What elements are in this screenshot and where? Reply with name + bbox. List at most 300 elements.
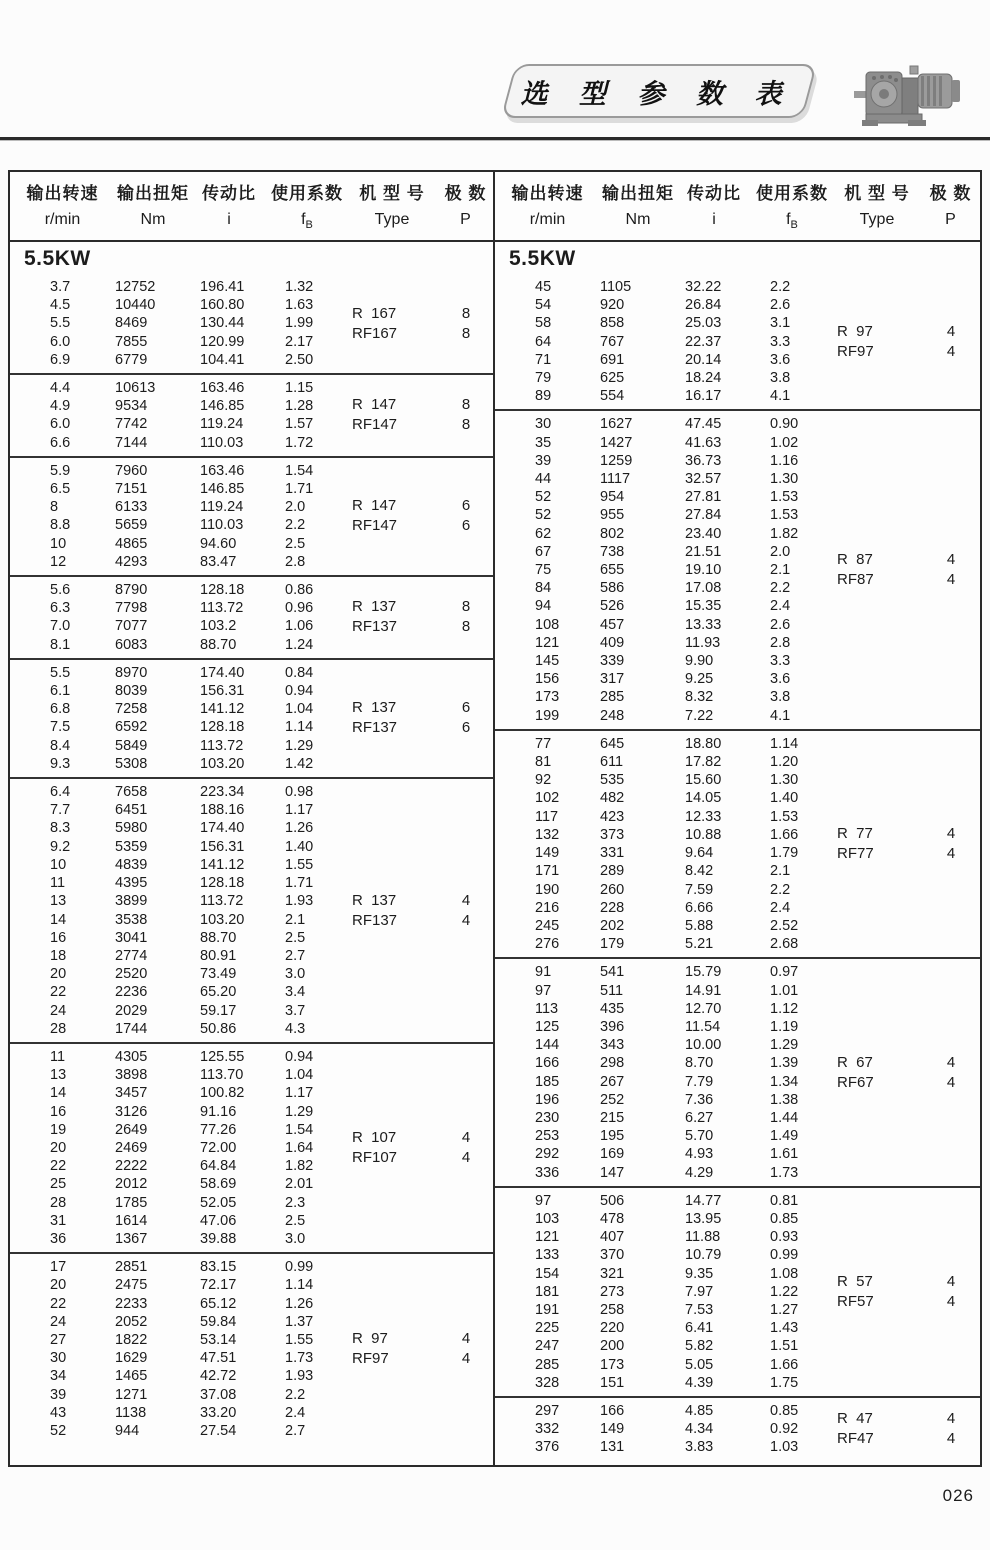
- model-type: RF57: [837, 1292, 874, 1310]
- ratio-value: 53.14: [200, 1331, 237, 1348]
- factor-value: 1.26: [285, 820, 314, 837]
- factor-value: 2.7: [285, 947, 306, 964]
- ratio-value: 146.85: [200, 481, 245, 498]
- speed-value: 22: [50, 1158, 67, 1175]
- factor-value: 1.26: [285, 1295, 314, 1312]
- torque-value: 611: [600, 754, 624, 771]
- ratio-value: 113.72: [200, 600, 244, 617]
- ratio-value: 88.70: [200, 929, 237, 946]
- ratio-value: 13.33: [685, 616, 722, 633]
- torque-value: 767: [600, 333, 625, 350]
- model-type: RF137: [352, 719, 398, 737]
- torque-value: 169: [600, 1146, 625, 1163]
- factor-value: 1.61: [770, 1146, 799, 1163]
- data-row: [10, 1258, 493, 1276]
- data-row: [495, 917, 980, 935]
- ratio-value: 6.27: [685, 1109, 714, 1126]
- model-type: RF107: [352, 1149, 398, 1167]
- header-output-speed: 输出转速: [511, 184, 584, 203]
- type-poles-line: [837, 1429, 977, 1449]
- model-type: RF147: [352, 517, 398, 535]
- factor-value: 1.14: [285, 1277, 314, 1294]
- type-poles-line: [352, 516, 492, 536]
- ratio-value: 119.24: [200, 499, 244, 516]
- factor-value: 1.06: [285, 618, 314, 635]
- ratio-value: 13.95: [685, 1210, 722, 1227]
- ratio-value: 77.26: [200, 1121, 237, 1138]
- header-poles: 极 数: [929, 184, 972, 203]
- ratio-value: 7.53: [685, 1301, 714, 1318]
- torque-value: 858: [600, 315, 625, 332]
- torque-value: 6779: [115, 351, 148, 368]
- data-row: [10, 553, 493, 571]
- ratio-value: 83.15: [200, 1259, 237, 1276]
- ratio-value: 33.20: [200, 1404, 237, 1421]
- torque-value: 554: [600, 388, 625, 405]
- type-poles-line: [352, 324, 492, 344]
- torque-value: 7658: [115, 784, 148, 801]
- data-row: [495, 1109, 980, 1127]
- gear-ratio-section: [10, 577, 493, 658]
- ratio-value: 91.16: [200, 1103, 237, 1120]
- gear-ratio-section: [495, 1398, 980, 1461]
- pole-count: 8: [461, 324, 471, 342]
- type-poles-line: [837, 1292, 977, 1312]
- speed-value: 4.4: [50, 380, 71, 397]
- model-type: R 57: [837, 1272, 873, 1290]
- ratio-value: 88.70: [200, 636, 237, 653]
- ratio-value: 15.60: [685, 772, 722, 789]
- data-row: [10, 983, 493, 1001]
- torque-value: 2851: [115, 1259, 148, 1276]
- factor-value: 1.02: [770, 434, 799, 451]
- type-poles-line: [352, 304, 492, 324]
- factor-value: 1.71: [285, 875, 314, 892]
- torque-value: 526: [600, 598, 625, 615]
- torque-value: 5849: [115, 737, 148, 754]
- factor-value: 1.40: [770, 790, 799, 807]
- torque-value: 228: [600, 899, 625, 916]
- factor-value: 1.04: [285, 1067, 314, 1084]
- torque-value: 655: [600, 562, 625, 579]
- data-row: [10, 1194, 493, 1212]
- factor-value: 1.54: [285, 1121, 314, 1138]
- ratio-value: 103.2: [200, 618, 237, 635]
- model-type: RF67: [837, 1073, 874, 1091]
- factor-value: 1.93: [285, 893, 314, 910]
- data-row: [495, 415, 980, 433]
- factor-value: 0.96: [285, 600, 314, 617]
- gear-ratio-section: [10, 274, 493, 373]
- ratio-value: 39.88: [200, 1230, 237, 1247]
- data-row: [10, 838, 493, 856]
- data-row: [495, 488, 980, 506]
- data-row: [495, 1145, 980, 1163]
- factor-value: 1.20: [770, 754, 799, 771]
- data-row: [495, 1246, 980, 1264]
- factor-value: 3.0: [285, 966, 306, 983]
- torque-value: 7144: [115, 434, 148, 451]
- header-output-speed: 输出转速: [26, 184, 99, 203]
- factor-value: 2.1: [770, 863, 791, 880]
- speed-value: 125: [535, 1018, 560, 1035]
- speed-value: 22: [50, 984, 67, 1001]
- data-row: [10, 1230, 493, 1248]
- ratio-value: 50.86: [200, 1020, 237, 1037]
- ratio-value: 27.84: [685, 507, 722, 524]
- speed-value: 103: [535, 1210, 560, 1227]
- torque-value: 267: [600, 1073, 625, 1090]
- factor-value: 1.30: [770, 772, 799, 789]
- factor-value: 3.8: [770, 689, 791, 706]
- unit-poles: P: [945, 211, 956, 228]
- model-type: R 137: [352, 699, 397, 717]
- torque-value: 202: [600, 917, 625, 934]
- ratio-value: 7.22: [685, 707, 714, 724]
- ratio-value: 26.84: [685, 297, 722, 314]
- speed-value: 6.4: [50, 784, 71, 801]
- type-poles-line: [352, 698, 492, 718]
- factor-value: 1.19: [770, 1018, 799, 1035]
- data-row: [495, 1337, 980, 1355]
- speed-value: 91: [535, 964, 552, 981]
- data-row: [10, 1048, 493, 1066]
- speed-value: 121: [535, 1229, 560, 1246]
- torque-value: 151: [600, 1374, 625, 1391]
- gear-ratio-section: [10, 1254, 493, 1444]
- ratio-value: 21.51: [685, 543, 722, 560]
- torque-value: 4395: [115, 875, 148, 892]
- factor-value: 1.51: [770, 1338, 799, 1355]
- ratio-value: 6.66: [685, 899, 714, 916]
- factor-value: 1.49: [770, 1128, 799, 1145]
- factor-value: 0.90: [770, 416, 799, 433]
- data-row: [10, 801, 493, 819]
- ratio-value: 128.18: [200, 719, 245, 736]
- factor-value: 2.1: [770, 562, 791, 579]
- pole-count: 4: [461, 1129, 471, 1147]
- factor-value: 1.93: [285, 1368, 314, 1385]
- factor-value: 0.85: [770, 1210, 799, 1227]
- pole-count: 4: [946, 1292, 956, 1310]
- data-row: [10, 1212, 493, 1230]
- gear-ratio-section: [495, 731, 980, 957]
- factor-value: 3.3: [770, 333, 791, 350]
- ratio-value: 22.37: [685, 333, 722, 350]
- factor-value: 3.3: [770, 653, 791, 670]
- data-row: [495, 1164, 980, 1182]
- speed-value: 117: [535, 808, 559, 825]
- type-poles-block: [352, 496, 492, 536]
- model-type: RF147: [352, 416, 398, 434]
- torque-value: 535: [600, 772, 625, 789]
- speed-value: 5.5: [50, 315, 71, 332]
- speed-value: 11: [50, 875, 66, 892]
- ratio-value: 163.46: [200, 380, 245, 397]
- speed-value: 199: [535, 707, 560, 724]
- ratio-value: 59.84: [200, 1313, 237, 1330]
- ratio-value: 11.54: [685, 1018, 721, 1035]
- gear-ratio-section: [495, 274, 980, 409]
- factor-value: 3.7: [285, 1002, 306, 1019]
- pole-count: 4: [946, 322, 956, 340]
- data-row: [10, 664, 493, 682]
- type-poles-line: [352, 718, 492, 738]
- ratio-value: 19.10: [685, 562, 722, 579]
- pole-count: 4: [461, 1149, 471, 1167]
- speed-value: 17: [50, 1259, 67, 1276]
- factor-value: 1.37: [285, 1313, 314, 1330]
- type-poles-line: [352, 891, 492, 911]
- type-poles-block: [837, 824, 977, 864]
- gearmotor-photo: [852, 54, 968, 139]
- speed-value: 64: [535, 333, 552, 350]
- ratio-value: 9.35: [685, 1265, 714, 1282]
- model-type: RF77: [837, 845, 874, 863]
- unit-type: Type: [374, 211, 410, 228]
- data-row: [10, 1295, 493, 1313]
- torque-value: 625: [600, 370, 625, 387]
- factor-value: 1.55: [285, 1331, 314, 1348]
- speed-value: 35: [535, 434, 552, 451]
- ratio-value: 174.40: [200, 664, 245, 681]
- data-row: [10, 278, 493, 296]
- factor-value: 2.0: [285, 499, 306, 516]
- data-row: [10, 965, 493, 983]
- torque-value: 331: [600, 845, 625, 862]
- pole-count: 4: [461, 1350, 471, 1368]
- data-row: [495, 278, 980, 296]
- torque-value: 1117: [600, 471, 631, 488]
- pole-count: 4: [946, 1430, 956, 1448]
- factor-value: 1.73: [285, 1350, 314, 1367]
- torque-value: 7077: [115, 618, 148, 635]
- torque-value: 2520: [115, 966, 148, 983]
- speed-value: 31: [50, 1212, 67, 1229]
- ratio-value: 58.69: [200, 1176, 237, 1193]
- ratio-value: 14.77: [685, 1192, 722, 1209]
- speed-value: 4.5: [50, 297, 71, 314]
- data-row: [10, 1103, 493, 1121]
- data-row: [495, 1127, 980, 1145]
- factor-value: 2.5: [285, 929, 306, 946]
- speed-value: 8.4: [50, 737, 71, 754]
- speed-value: 71: [535, 351, 552, 368]
- type-poles-block: [352, 891, 492, 931]
- gear-ratio-section: [10, 1044, 493, 1252]
- speed-value: 52: [535, 489, 552, 506]
- column-header: [10, 172, 493, 242]
- speed-value: 62: [535, 525, 552, 542]
- speed-value: 16: [50, 1103, 67, 1120]
- data-row: [495, 616, 980, 634]
- unit-type: Type: [859, 211, 895, 228]
- type-poles-line: [837, 1053, 977, 1073]
- speed-value: 113: [535, 1000, 559, 1017]
- data-row: [10, 1276, 493, 1294]
- torque-value: 317: [600, 671, 625, 688]
- factor-value: 2.68: [770, 936, 799, 953]
- data-row: [495, 707, 980, 725]
- speed-value: 8.1: [50, 636, 71, 653]
- data-row: [10, 636, 493, 654]
- factor-value: 1.99: [285, 315, 314, 332]
- data-row: [495, 899, 980, 917]
- ratio-value: 83.47: [200, 553, 237, 570]
- torque-value: 166: [600, 1402, 625, 1419]
- torque-value: 3457: [115, 1085, 148, 1102]
- ratio-value: 5.70: [685, 1128, 714, 1145]
- factor-value: 1.29: [770, 1037, 799, 1054]
- torque-value: 2233: [115, 1295, 148, 1312]
- ratio-value: 10.88: [685, 826, 722, 843]
- pole-count: 8: [461, 304, 471, 322]
- type-poles-block: [352, 1128, 492, 1168]
- type-poles-line: [837, 342, 977, 362]
- data-row: [495, 387, 980, 405]
- ratio-value: 32.57: [685, 471, 722, 488]
- torque-value: 396: [600, 1018, 625, 1035]
- data-row: [495, 789, 980, 807]
- data-row: [495, 688, 980, 706]
- ratio-value: 94.60: [200, 535, 237, 552]
- torque-value: 920: [600, 297, 625, 314]
- speed-value: 7.5: [50, 719, 71, 736]
- type-poles-block: [837, 550, 977, 590]
- factor-value: 1.12: [770, 1000, 799, 1017]
- torque-value: 423: [600, 808, 625, 825]
- model-type: R 137: [352, 891, 397, 909]
- speed-value: 11: [50, 1048, 66, 1065]
- factor-value: 1.66: [770, 826, 799, 843]
- type-poles-block: [837, 1053, 977, 1093]
- factor-value: 2.8: [770, 634, 791, 651]
- pole-count: 8: [461, 598, 471, 616]
- factor-value: 1.30: [770, 471, 799, 488]
- factor-value: 1.79: [770, 845, 799, 862]
- type-poles-line: [837, 570, 977, 590]
- ratio-value: 188.16: [200, 802, 245, 819]
- data-row: [10, 1404, 493, 1422]
- factor-value: 2.2: [770, 580, 791, 597]
- ratio-value: 7.36: [685, 1091, 714, 1108]
- header-output-torque: 输出扭矩: [602, 184, 674, 203]
- unit-poles: P: [460, 211, 471, 228]
- gear-ratio-section: [495, 1188, 980, 1396]
- data-row: [10, 1367, 493, 1385]
- factor-value: 1.82: [770, 525, 799, 542]
- data-row: [10, 535, 493, 553]
- speed-value: 5.6: [50, 582, 71, 599]
- torque-value: 1627: [600, 416, 633, 433]
- speed-value: 10: [50, 535, 67, 552]
- type-poles-line: [352, 415, 492, 435]
- torque-value: 541: [600, 964, 625, 981]
- ratio-value: 4.39: [685, 1374, 714, 1391]
- model-type: R 107: [352, 1129, 397, 1147]
- torque-value: 5659: [115, 517, 148, 534]
- factor-value: 1.16: [770, 452, 799, 469]
- speed-value: 89: [535, 388, 552, 405]
- speed-value: 6.0: [50, 333, 71, 350]
- factor-value: 2.6: [770, 616, 791, 633]
- speed-value: 336: [535, 1164, 560, 1181]
- torque-value: 12752: [115, 279, 156, 295]
- speed-value: 24: [50, 1002, 67, 1019]
- speed-value: 8: [50, 499, 59, 516]
- unit-torque: Nm: [140, 211, 166, 228]
- speed-value: 216: [535, 899, 560, 916]
- speed-value: 7.0: [50, 618, 71, 635]
- speed-value: 14: [50, 911, 67, 928]
- factor-value: 2.2: [770, 279, 791, 295]
- pole-count: 6: [461, 719, 471, 737]
- pole-count: 4: [946, 845, 956, 863]
- factor-value: 1.15: [285, 380, 314, 397]
- model-type: R 167: [352, 304, 397, 322]
- ratio-value: 4.85: [685, 1402, 714, 1419]
- torque-value: 511: [600, 982, 624, 999]
- torque-value: 1138: [115, 1404, 147, 1421]
- model-type: R 87: [837, 551, 873, 569]
- unit-factor: $f_B$: [786, 211, 798, 232]
- torque-value: 478: [600, 1210, 625, 1227]
- ratio-value: 130.44: [200, 315, 245, 332]
- ratio-value: 42.72: [200, 1368, 237, 1385]
- torque-value: 2029: [115, 1002, 148, 1019]
- speed-value: 20: [50, 1277, 67, 1294]
- speed-value: 108: [535, 616, 560, 633]
- ratio-value: 141.12: [200, 856, 245, 873]
- factor-value: 1.32: [285, 279, 314, 295]
- speed-value: 196: [535, 1091, 560, 1108]
- speed-value: 285: [535, 1356, 560, 1373]
- speed-value: 67: [535, 543, 552, 560]
- torque-value: 4293: [115, 553, 148, 570]
- pole-count: 4: [946, 342, 956, 360]
- speed-value: 121: [535, 634, 560, 651]
- data-row: [10, 819, 493, 837]
- ratio-value: 37.08: [200, 1386, 237, 1403]
- pole-count: 8: [461, 396, 471, 414]
- pole-count: 8: [461, 618, 471, 636]
- factor-value: 1.04: [285, 701, 314, 718]
- ratio-value: 120.99: [200, 333, 245, 350]
- factor-value: 3.8: [770, 370, 791, 387]
- factor-value: 1.53: [770, 808, 799, 825]
- table-column-left: [10, 172, 495, 1465]
- torque-value: 6451: [115, 802, 148, 819]
- torque-value: 220: [600, 1320, 625, 1337]
- factor-value: 0.81: [770, 1192, 799, 1209]
- torque-value: 248: [600, 707, 625, 724]
- data-row: [495, 982, 980, 1000]
- torque-value: 4839: [115, 856, 148, 873]
- speed-value: 145: [535, 653, 560, 670]
- factor-value: 3.1: [770, 315, 791, 332]
- type-poles-line: [837, 824, 977, 844]
- torque-value: 409: [600, 634, 625, 651]
- speed-value: 3.7: [50, 279, 71, 295]
- model-type: R 67: [837, 1053, 873, 1071]
- speed-value: 30: [50, 1350, 67, 1367]
- ratio-value: 72.17: [200, 1277, 237, 1294]
- factor-value: 1.42: [285, 755, 314, 772]
- torque-value: 457: [600, 616, 625, 633]
- torque-value: 195: [600, 1128, 625, 1145]
- factor-value: 0.86: [285, 582, 314, 599]
- ratio-value: 52.05: [200, 1194, 237, 1211]
